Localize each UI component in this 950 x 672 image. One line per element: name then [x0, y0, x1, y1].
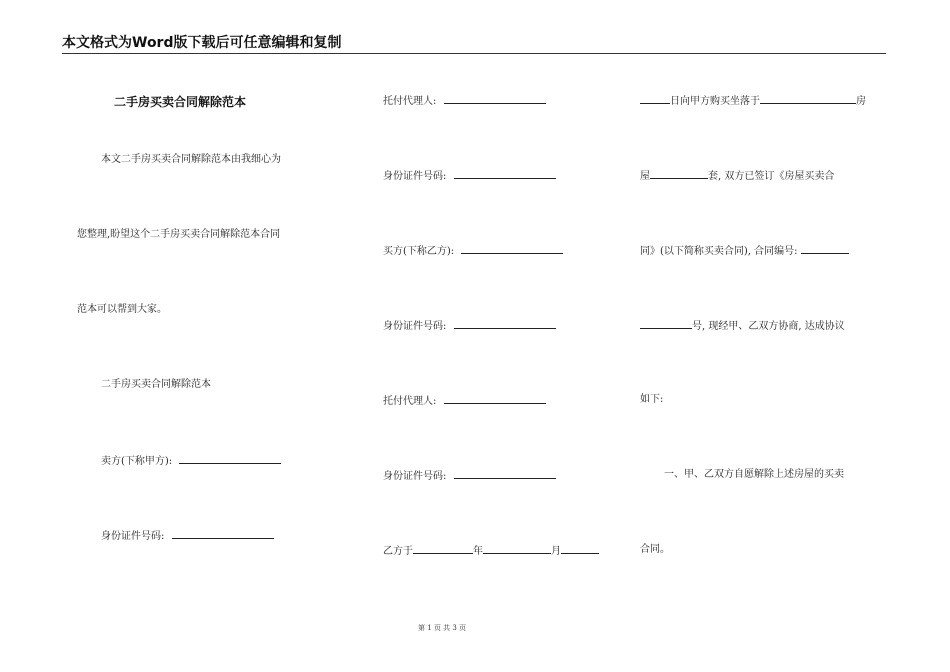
id-line-3 [383, 468, 556, 484]
header-rule [62, 53, 886, 54]
intro-line-1: 本文二手房买卖合同解除范本由我细心为 [101, 154, 281, 165]
month-label: 月 [551, 546, 561, 557]
body-text: 套, 双方已签订《房屋买卖合 [708, 171, 835, 182]
agent-label: 托付代理人: [383, 396, 437, 407]
body-line-5: 如下: [640, 394, 664, 405]
body-line-2 [640, 168, 834, 184]
seller-line [101, 453, 281, 469]
document-header: 本文格式为Word版下载后可任意编辑和复制 [62, 35, 342, 51]
buyer-line [383, 243, 563, 259]
blank-field [801, 243, 849, 254]
section-subtitle: 二手房买卖合同解除范本 [101, 379, 211, 390]
id-label: 身份证件号码: [383, 471, 447, 482]
body-text: 屋 [640, 171, 650, 182]
page-number: 第 1 页 共 3 页 [417, 624, 467, 632]
blank-field [172, 528, 274, 539]
blank-field [561, 543, 599, 554]
body-text: 号, 现经甲、乙双方协商, 达成协议 [692, 321, 845, 332]
document-title: 二手房买卖合同解除范本 [114, 95, 247, 109]
id-line-2 [383, 318, 556, 334]
body-line-3 [640, 243, 849, 259]
blank-field [640, 318, 692, 329]
id-label: 身份证件号码: [383, 171, 447, 182]
blank-field [444, 93, 546, 104]
id-line-1 [383, 168, 556, 184]
seller-label: 卖方(下称甲方): [101, 456, 173, 467]
seller-id-line [101, 528, 274, 544]
agent-line-1 [383, 93, 546, 109]
blank-field [461, 243, 563, 254]
blank-field [640, 93, 670, 104]
agent-label: 托付代理人: [383, 96, 437, 107]
body-text: 同》(以下简称买卖合同), 合同编号: [640, 246, 798, 257]
body-line-1 [640, 93, 866, 109]
agent-line-2 [383, 393, 546, 409]
body-text: 房 [856, 96, 866, 107]
body-text: 日向甲方购买坐落于 [670, 96, 760, 107]
intro-line-2: 您整理,盼望这个二手房买卖合同解除范本合同 [77, 229, 281, 240]
blank-field [179, 453, 281, 464]
date-prefix: 乙方于 [383, 546, 413, 557]
blank-field [760, 93, 856, 104]
blank-field [454, 318, 556, 329]
year-label: 年 [473, 546, 483, 557]
body-line-7: 合同。 [640, 544, 670, 555]
blank-field [483, 543, 551, 554]
body-line-6: 一、甲、乙双方自愿解除上述房屋的买卖 [664, 469, 844, 480]
blank-field [454, 168, 556, 179]
seller-id-label: 身份证件号码: [101, 531, 165, 542]
blank-field [650, 168, 708, 179]
intro-line-3: 范本可以帮到大家。 [77, 304, 167, 315]
body-line-4 [640, 318, 845, 334]
id-label: 身份证件号码: [383, 321, 447, 332]
blank-field [444, 393, 546, 404]
date-line [383, 543, 599, 559]
blank-field [454, 468, 556, 479]
buyer-label: 买方(下称乙方): [383, 246, 455, 257]
blank-field [413, 543, 473, 554]
